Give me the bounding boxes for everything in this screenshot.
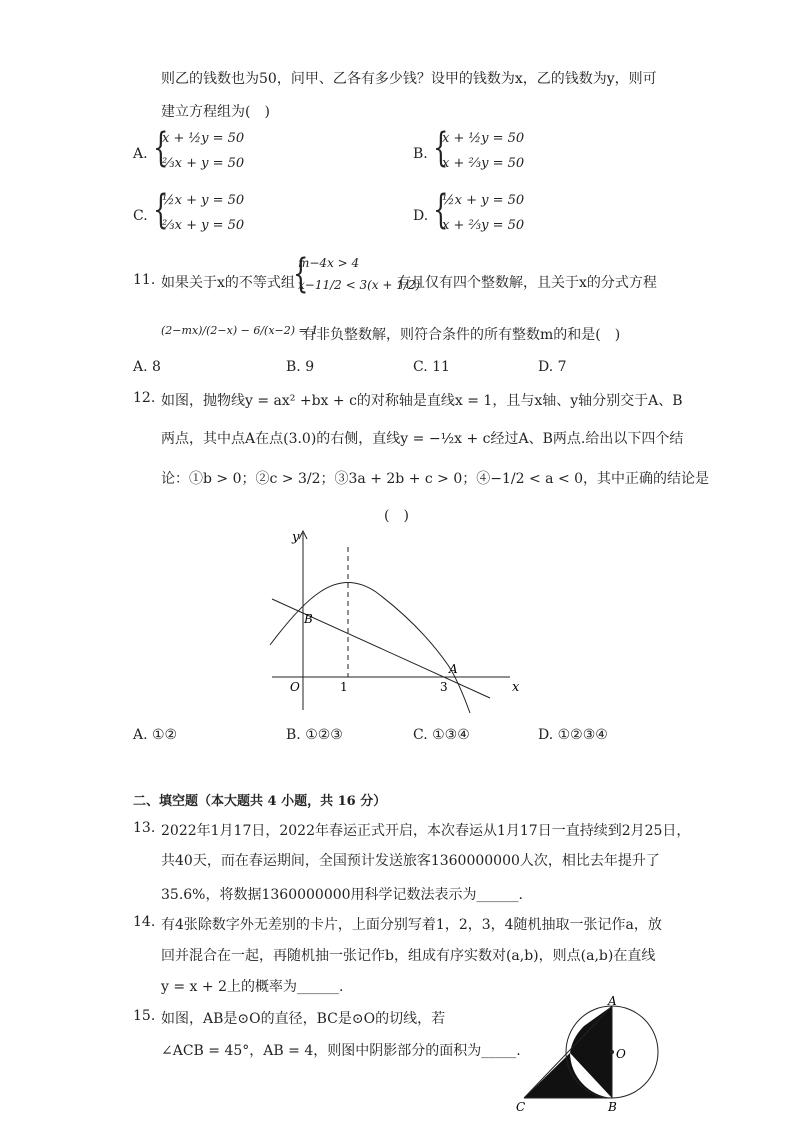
q11-equation: (2−mx)/(2−x) − 6/(x−2) = 1	[161, 324, 319, 337]
q15-line1: 如图，AB是⊙O的直径，BC是⊙O的切线，若	[161, 1011, 446, 1027]
q10-option-d-eq2: x + ⅔y = 50	[442, 218, 525, 233]
q11-inequality-system	[288, 251, 421, 302]
q10-option-d-eq1: ½x + y = 50	[442, 193, 525, 208]
q12-line2: 两点，其中点A在点(3.0)的右侧，直线y = −½x + c经过A、B两点.给出以下四个结	[161, 431, 684, 447]
center-dot	[610, 1050, 614, 1054]
q11-option-a: A. 8	[133, 359, 161, 375]
q13-line2: 共40天，而在春运期间，全国预计发送旅客1360000000人次，相比去年提升了	[161, 853, 660, 869]
q10-option-b-system	[428, 125, 548, 176]
q10-option-b-label: B.	[413, 146, 428, 162]
q13-line3: 35.6%，将数据1360000000用科学记数法表示为______.	[161, 887, 523, 903]
label-x: x	[512, 680, 520, 695]
q10-line1: 则乙的钱数也为50，问甲、乙各有多少钱？设甲的钱数为x，乙的钱数为y，则可	[161, 71, 657, 87]
q15-number: 15.	[133, 1008, 156, 1024]
q10-option-d-system	[428, 187, 548, 238]
q10-option-a-eq1: x + ½y = 50	[162, 131, 245, 146]
q11-option-d: D. 7	[538, 359, 567, 375]
q10-option-d-label: D.	[413, 208, 429, 224]
label-b: B	[608, 1100, 617, 1114]
section-heading-fill-in: 二、填空题（本大题共 4 小题，共 16 分）	[133, 794, 387, 809]
q12-option-d: D. ①②③④	[538, 727, 608, 743]
q10-option-a-eq2: ⅔x + y = 50	[162, 156, 245, 171]
q10-option-c-eq2: ⅔x + y = 50	[162, 218, 245, 233]
q14-number: 14.	[133, 914, 156, 930]
left-brace-icon: {	[293, 251, 309, 297]
q12-option-b: B. ①②③	[286, 727, 343, 743]
label-origin: O	[290, 680, 300, 694]
q10-option-a-label: A.	[133, 146, 148, 162]
label-o: O	[616, 1047, 626, 1061]
q12-line1: 如图，抛物线y = ax² +bx + c的对称轴是直线x = 1，且与x轴、y轴分别交于A、B	[161, 393, 683, 409]
label-a: A	[608, 996, 617, 1008]
q11-text-b: 有且仅有四个整数解，且关于x的分式方程	[397, 275, 657, 291]
q13-number: 13.	[133, 820, 156, 836]
q11-option-b: B. 9	[286, 359, 315, 375]
q14-line3: y = x + 2上的概率为______.	[161, 979, 344, 995]
q10-option-c-eq1: ½x + y = 50	[162, 193, 245, 208]
q11-number: 11.	[133, 272, 156, 288]
q10-line2: 建立方程组为( )	[161, 104, 270, 120]
q11-option-c: C. 11	[413, 359, 450, 375]
q12-number: 12.	[133, 390, 156, 406]
left-brace-icon: {	[153, 125, 169, 171]
q11-ineq1: m−4x > 4	[298, 256, 360, 270]
q10-option-a-system	[148, 125, 268, 176]
q10-option-b-eq1: x + ½y = 50	[442, 131, 525, 146]
q14-line2: 回并混合在一起，再随机抽一张记作b，组成有序实数对(a,b)，则点(a,b)在直线	[161, 948, 656, 964]
q12-parabola-graph	[260, 525, 530, 715]
q12-option-c: C. ①③④	[413, 727, 470, 743]
left-brace-icon: {	[153, 187, 169, 233]
label-one: 1	[340, 680, 348, 694]
label-y: y	[292, 530, 300, 545]
q10-option-c-system	[148, 187, 268, 238]
q12-line4: ( )	[384, 508, 409, 524]
label-three: 3	[440, 680, 448, 694]
q11-text-c: 有非负整数解，则符合条件的所有整数m的和是( )	[302, 327, 621, 343]
q11-text-a: 如果关于x的不等式组	[161, 275, 295, 291]
q10-option-c-label: C.	[133, 208, 148, 224]
q15-line2: ∠ACB = 45°，AB = 4，则图中阴影部分的面积为_____.	[161, 1043, 521, 1059]
q12-line3: 论：①b > 0；②c > 3/2；③3a + 2b + c > 0；④−1/2 < a < 0，其中正确的结论是	[161, 471, 710, 487]
label-point-b: B	[304, 612, 313, 626]
label-point-a: A	[449, 662, 458, 676]
q14-line1: 有4张除数字外无差别的卡片，上面分别写着1，2，3，4随机抽取一张记作a，放	[161, 917, 662, 933]
left-brace-icon: {	[433, 187, 449, 233]
left-brace-icon: {	[433, 125, 449, 171]
q12-option-a: A. ①②	[133, 727, 178, 743]
label-c: C	[516, 1100, 526, 1114]
q15-circle-figure	[512, 996, 672, 1121]
q11-ineq2: x−11/2 < 3(x + 1/2)	[298, 278, 421, 292]
q10-option-b-eq2: x + ⅔y = 50	[442, 156, 525, 171]
q13-line1: 2022年1月17日，2022年春运正式开启，本次春运从1月17日一直持续到2月25日，	[161, 823, 691, 839]
